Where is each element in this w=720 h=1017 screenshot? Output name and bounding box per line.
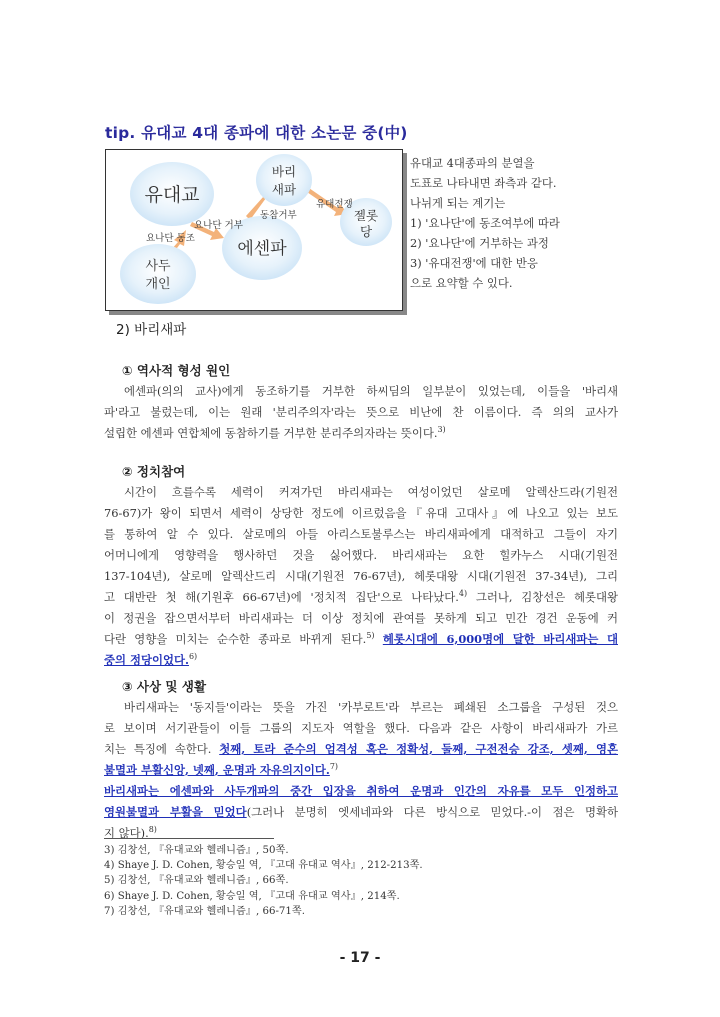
footnote-ref: 8) — [148, 825, 157, 835]
highlight-text: 불멸과 부활신앙, 넷째, 운명과 자유의지이다. — [104, 763, 330, 777]
text-line — [104, 650, 618, 671]
node-pharisee — [256, 154, 312, 206]
label-refuse-join: 동참거부 — [260, 210, 297, 221]
footnote: 3) 김창선, 『유대교와 헬레니즘』, 50쪽. — [104, 845, 289, 856]
highlight-text: 바리새파는 에센파와 사두개파의 중간 입장을 취하여 운명과 인간의 자유를 모두 인정하고 — [104, 784, 618, 798]
text-fragment: 설립한 에센파 연합체에 동참하기를 거부한 분리주의자라는 뜻이다. — [104, 426, 438, 440]
footnote-ref: 6) — [188, 652, 198, 662]
highlight-text: 중의 정당이었다. — [104, 653, 189, 667]
label-zealot-1: 젤롯 — [353, 208, 379, 223]
label-conform: 요나단 동조 — [146, 233, 195, 244]
text-line — [104, 781, 618, 802]
text-line — [104, 739, 618, 760]
highlight-text: 첫째, 토라 준수의 엄격성 혹은 정확성, 둘째, 구전전승 강조, 셋째, 영혼 — [219, 742, 619, 756]
text-line — [104, 823, 618, 844]
diagram-svg — [106, 150, 402, 310]
text-line — [104, 423, 618, 444]
text-line — [104, 587, 618, 608]
text-line: 76-67)가 왕이 되면서 세력이 상당한 정도에 이르렀음을『유대 고대사』에 나오고 있는 보도 — [104, 506, 618, 520]
caption-line: 유대교 4대종파의 분열을 — [410, 156, 535, 170]
footnote: 5) 김창선, 『유대교와 헬레니즘』, 66쪽. — [104, 875, 289, 887]
paragraph-origin — [104, 381, 618, 444]
footnote-divider — [104, 838, 274, 839]
caption-line: 2) '요나단'에 거부하는 과정 — [410, 236, 549, 250]
text-fragment: (그러나 분명히 엣세네파와 다른 방식으로 믿었다.-이 점은 명확하 — [246, 805, 619, 819]
footnote-ref: 5) — [366, 631, 375, 641]
footnote-ref: 4) — [458, 589, 468, 599]
footnote: 6) Shaye J. D. Cohen, 황승일 역, 『고대 유대교 역사』, 214쪽. — [104, 890, 400, 902]
text-line — [104, 760, 618, 781]
sect-diagram — [105, 149, 403, 311]
text-fragment: 치는 특징에 속한다. — [104, 742, 212, 756]
paragraph-politics — [104, 482, 618, 671]
highlight-text: 영원불멸과 부활을 믿었다 — [104, 805, 247, 819]
label-zealot-2: 당 — [359, 224, 373, 239]
label-sadducee-2: 개인 — [145, 277, 171, 292]
text-fragment: 다란 영향을 미치는 순수한 종파로 바뀌게 된다. — [104, 632, 367, 646]
subsection-heading-thought: ③ 사상 및 생활 — [122, 679, 207, 694]
text-line: 바리새파는 '동지들'이라는 뜻을 가진 '카부로트'라 부르는 폐쇄된 소그룹을 구성된 것으 — [124, 700, 618, 714]
label-pharisee-2: 새파 — [271, 182, 297, 197]
text-line: 에센파(의의 교사)에게 동조하기를 거부한 하씨딤의 일부분이 있었는데, 이들을 '바리새 — [124, 384, 618, 398]
text-fragment: 고 대반란 첫 해(기원후 66-67년)에 '정치적 집단'으로 나타났다. — [104, 590, 459, 604]
footnote: 7) 김창선, 『유대교와 헬레니즘』, 66-71쪽. — [104, 905, 305, 917]
text-line: 137-104년), 살로메 알렉산드리 시대(기원전 76-67년), 헤롯대왕 시대(기원전 37-34년), 그리 — [104, 569, 618, 583]
footnote: 4) Shaye J. D. Cohen, 황승일 역, 『고대 유대교 역사』, 212-213쪽. — [104, 860, 423, 872]
text-fragment: 지 않다). — [104, 826, 149, 840]
label-essene: 에센파 — [237, 239, 287, 259]
caption-line: 도표로 나타내면 좌측과 같다. — [410, 176, 557, 190]
text-fragment: 그러나, 김창선은 헤롯대왕 — [467, 590, 618, 604]
text-line: 파'라고 불렀는데, 이는 원래 '분리주의자'라는 뜻으로 비난에 찬 이름이다. 즉 의의 교사가 — [104, 405, 618, 419]
footnote-ref: 7) — [329, 762, 339, 772]
node-sadducee — [120, 244, 196, 304]
caption-line: 으로 요약할 수 있다. — [410, 276, 513, 290]
section-heading: 2) 바리새파 — [116, 322, 187, 338]
text-line — [104, 629, 618, 650]
caption-line: 1) '요나단'에 동조여부에 따라 — [410, 216, 560, 230]
text-line: 로 보이며 서기관들이 이들 그룹의 지도자 역할을 했다. 다음과 같은 사항이 바리새파가 가르 — [104, 721, 618, 735]
text-line: 를 통하여 알 수 있다. 살로메의 아들 아리스토불루스는 바리새파에게 대적하고 그들이 자기 — [104, 527, 618, 541]
page-title: tip. 유대교 4대 종파에 대한 소논문 중(中) — [105, 124, 408, 142]
page-number: - 17 - — [339, 950, 381, 966]
diagram-caption — [410, 153, 610, 293]
subsection-heading-politics: ② 정치참여 — [122, 464, 186, 479]
label-sadducee-1: 사두 — [145, 259, 171, 274]
caption-line: 3) '유대전쟁'에 대한 반응 — [410, 256, 538, 270]
subsection-heading-origin: ① 역사적 형성 원인 — [122, 363, 231, 378]
text-line — [104, 802, 618, 823]
text-line: 이 정권을 잡으면서부터 바리새파는 더 이상 정치에 관여를 못하게 되고 민간 경건 운동에 커 — [104, 611, 618, 625]
text-line: 시간이 흐를수록 세력이 커져가던 바리새파는 여성이었던 살로메 알렉산드라(기원전 — [124, 485, 618, 499]
paragraph-thought — [104, 697, 618, 844]
text-line: 어머니에게 영향력을 행사하던 것을 싫어했다. 바리새파는 요한 힐카누스 시대(기원전 — [104, 548, 618, 562]
caption-line: 나뉘게 되는 계기는 — [410, 196, 506, 210]
label-judaism: 유대교 — [144, 184, 200, 206]
footnotes — [104, 843, 423, 919]
highlight-text: 헤롯시대에 6,000명에 달한 바리새파는 대 — [382, 632, 618, 646]
label-refuse-yonatan: 요나단 거부 — [194, 220, 243, 231]
label-jewish-war: 유대전쟁 — [316, 199, 353, 210]
footnote-ref: 3) — [437, 425, 446, 435]
label-pharisee-1: 바리 — [271, 164, 297, 179]
